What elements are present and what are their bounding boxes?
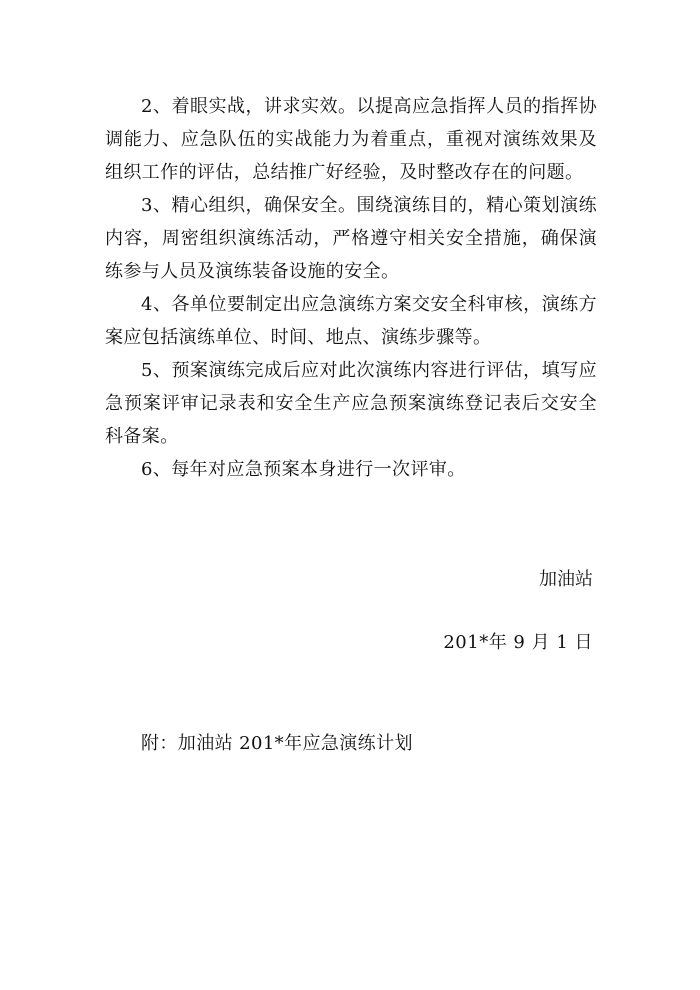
signature-organization: 加油站 <box>539 569 593 590</box>
paragraph-item-4: 4、各单位要制定出应急演练方案交安全科审核，演练方案应包括演练单位、时间、地点、演练步骤等。 <box>105 294 597 348</box>
signature-date: 201*年 9 月 1 日 <box>443 632 593 653</box>
paragraph-item-5: 5、预案演练完成后应对此次演练内容进行评估，填写应急预案评审记录表和安全生产应急预案演练登记表后交安全科备案。 <box>105 360 597 447</box>
paragraph-item-3: 3、精心组织，确保安全。围绕演练目的，精心策划演练内容，周密组织演练活动，严格遵守相关安全措施，确保演练参与人员及演练装备设施的安全。 <box>105 195 597 282</box>
paragraph-item-6: 6、每年对应急预案本身进行一次评审。 <box>141 459 466 480</box>
document-body <box>105 90 597 486</box>
attachment-note: 附：加油站 201*年应急演练计划 <box>141 733 413 754</box>
paragraph-item-2: 2、着眼实战，讲求实效。以提高应急指挥人员的指挥协调能力、应急队伍的实战能力为着重点，重视对演练效果及组织工作的评估，总结推广好经验，及时整改存在的问题。 <box>105 96 597 183</box>
